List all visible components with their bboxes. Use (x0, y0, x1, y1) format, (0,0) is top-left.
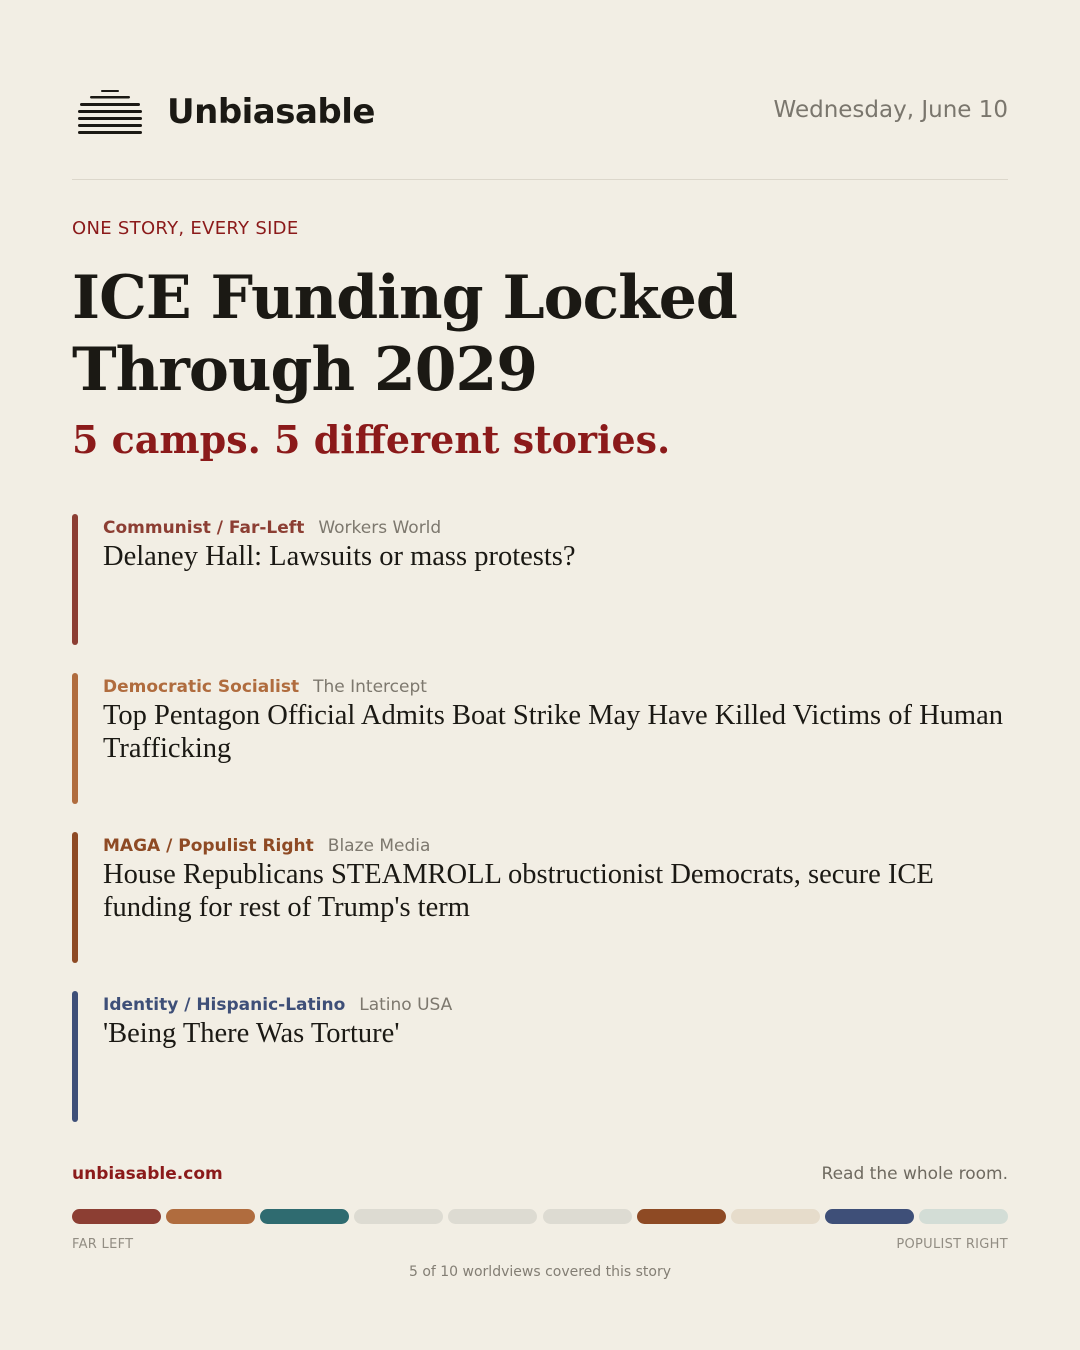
camp-color-bar (72, 514, 78, 645)
spectrum-segment (166, 1209, 255, 1224)
camp-label: Identity / Hispanic-Latino (103, 995, 346, 1015)
worldview-spectrum (72, 1209, 1008, 1224)
date-label: Wednesday, June 10 (773, 97, 1008, 123)
spectrum-segment (72, 1209, 161, 1224)
source-name: The Intercept (313, 677, 427, 697)
kicker-label: ONE STORY, EVERY SIDE (72, 218, 299, 239)
story-title[interactable]: House Republicans STEAMROLL obstructionist Democrats, secure ICE funding for rest of Trump's term (103, 859, 934, 923)
spectrum-segment (448, 1209, 537, 1224)
spectrum-segment (731, 1209, 820, 1224)
camp-label: Communist / Far-Left (103, 518, 305, 538)
subheadline: 5 camps. 5 different stories. (72, 417, 671, 462)
source-name: Workers World (318, 518, 442, 538)
site-url-link[interactable]: unbiasable.com (72, 1164, 223, 1184)
camp-color-bar (72, 832, 78, 963)
spectrum-right-label: POPULIST RIGHT (896, 1237, 1008, 1252)
story-list (72, 514, 1008, 1150)
coverage-summary: 5 of 10 worldviews covered this story (408, 1264, 672, 1280)
story-item-democratic-socialist[interactable] (72, 673, 1008, 804)
story-item-populist-right[interactable] (72, 832, 1008, 963)
header (72, 88, 1008, 138)
spectrum-segment (260, 1209, 349, 1224)
story-title[interactable]: Delaney Hall: Lawsuits or mass protests? (103, 541, 576, 572)
story-item-hispanic-latino[interactable] (72, 991, 1008, 1122)
camp-label: MAGA / Populist Right (103, 836, 314, 856)
brand-name[interactable]: Unbiasable (167, 92, 375, 132)
story-meta (103, 675, 427, 699)
story-meta (103, 516, 441, 540)
story-title[interactable]: 'Being There Was Torture' (103, 1018, 400, 1049)
spectrum-segment (919, 1209, 1008, 1224)
story-title[interactable]: Top Pentagon Official Admits Boat Strike May Have Killed Victims of Human Trafficking (103, 700, 1003, 764)
spectrum-segment (354, 1209, 443, 1224)
story-headline: ICE Funding Locked Through 2029 (72, 263, 737, 405)
camp-label: Democratic Socialist (103, 677, 300, 697)
source-name: Latino USA (359, 995, 453, 1015)
story-meta (103, 993, 452, 1017)
camp-color-bar (72, 673, 78, 804)
spectrum-left-label: FAR LEFT (72, 1237, 134, 1252)
spectrum-segment (543, 1209, 632, 1224)
tagline: Read the whole room. (821, 1164, 1008, 1184)
story-meta (103, 834, 430, 858)
stacked-lines-logo-icon (78, 90, 142, 134)
camp-color-bar (72, 991, 78, 1122)
spectrum-segment (637, 1209, 726, 1224)
spectrum-segment (825, 1209, 914, 1224)
story-item-far-left[interactable] (72, 514, 1008, 645)
source-name: Blaze Media (327, 836, 431, 856)
header-divider (72, 179, 1008, 180)
